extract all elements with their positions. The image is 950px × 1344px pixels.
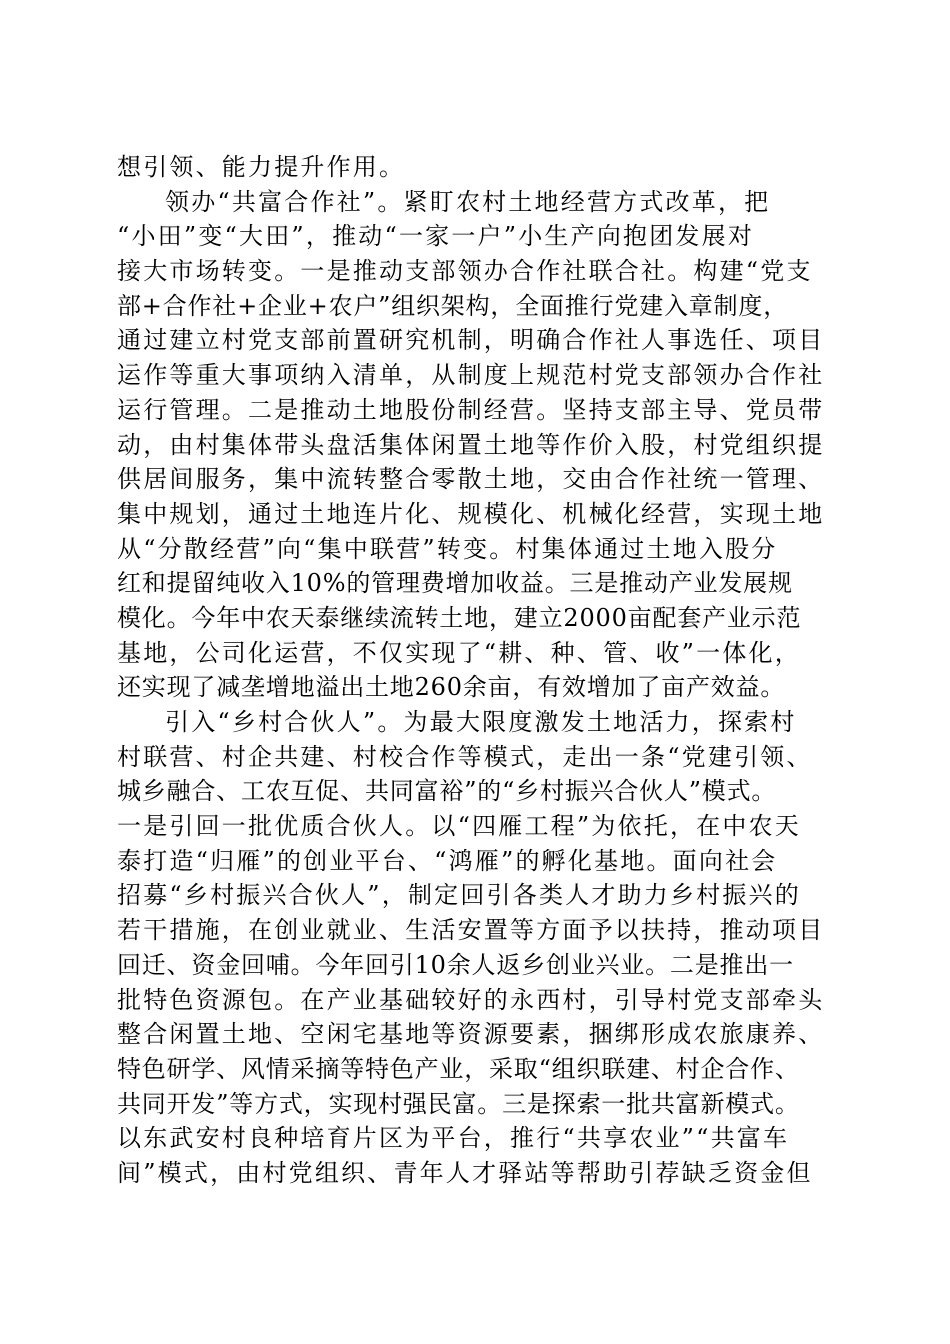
text-line: 模化。今年中农天泰继续流转土地，建立2000亩配套产业示范 (117, 603, 802, 632)
text-line: 一是引回一批优质合伙人。以“四雁工程”为依托，在中农天 (117, 812, 801, 841)
text-line: “小田”变“大田”，推动“一家一户”小生产向抱团发展对 (117, 222, 755, 251)
text-line: 若干措施，在创业就业、生活安置等方面予以扶持，推动项目 (117, 916, 825, 945)
text-line: 接大市场转变。一是推动支部领办合作社联合社。构建“党支 (117, 257, 813, 286)
text-line: 共同开发”等方式，实现村强民富。三是探索一批共富新模式。 (117, 1089, 800, 1118)
document-body (117, 150, 837, 1191)
text-line: 通过建立村党支部前置研究机制，明确合作社人事选任、项目 (117, 326, 825, 355)
text-line: 运行管理。二是推动土地股份制经营。坚持支部主导、党员带 (117, 395, 825, 424)
text-line: 动，由村集体带头盘活集体闲置土地等作价入股，村党组织提 (117, 430, 825, 459)
text-line: 特色研学、风情采摘等特色产业，采取“组织联建、村企合作、 (117, 1054, 800, 1083)
text-line: 回迁、资金回哺。今年回引10余人返乡创业兴业。二是推出一 (117, 950, 794, 979)
text-line: 招募“乡村振兴合伙人”，制定回引各类人才助力乡村振兴的 (117, 881, 801, 910)
paragraph-first-line: 引入“乡村合伙人”。为最大限度激发土地活力，探索村 (165, 708, 797, 736)
text-line: 从“分散经营”向“集中联营”转变。村集体通过土地入股分 (117, 534, 778, 563)
text-line: 批特色资源包。在产业基础较好的永西村，引导村党支部牵头 (117, 985, 825, 1014)
text-line: 供居间服务，集中流转整合零散土地，交由合作社统一管理、 (117, 465, 825, 494)
paragraph-first-line: 领办“共富合作社”。紧盯农村土地经营方式改革，把 (165, 187, 771, 216)
text-line: 想引领、能力提升作用。 (117, 153, 406, 181)
text-line: 集中规划，通过土地连片化、规模化、机械化经营，实现土地 (117, 499, 825, 528)
text-line: 城乡融合、工农互促、共同富裕”的“乡村振兴合伙人”模式。 (117, 777, 777, 806)
text-line: 部+合作社+企业+农户”组织架构，全面推行党建入章制度， (117, 291, 788, 320)
text-line: 间”模式，由村党组织、青年人才驿站等帮助引荐缺乏资金但 (117, 1158, 813, 1187)
text-line: 整合闲置土地、空闲宅基地等资源要素，捆绑形成农旅康养、 (117, 1020, 825, 1049)
text-line: 泰打造“归雁”的创业平台、“鸿雁”的孵化基地。面向社会 (117, 846, 778, 875)
text-line: 基地，公司化运营，不仅实现了“耕、种、管、收”一体化， (117, 638, 801, 667)
text-line: 红和提留纯收入10%的管理费增加收益。三是推动产业发展规 (117, 569, 793, 598)
text-line: 村联营、村企共建、村校合作等模式，走出一条“党建引领、 (117, 742, 813, 771)
text-line: 还实现了减垄增地溢出土地260余亩，有效增加了亩产效益。 (117, 673, 786, 702)
text-line: 以东武安村良种培育片区为平台，推行“共享农业”“共富车 (117, 1124, 790, 1153)
text-line: 运作等重大事项纳入清单，从制度上规范村党支部领办合作社 (117, 361, 825, 390)
